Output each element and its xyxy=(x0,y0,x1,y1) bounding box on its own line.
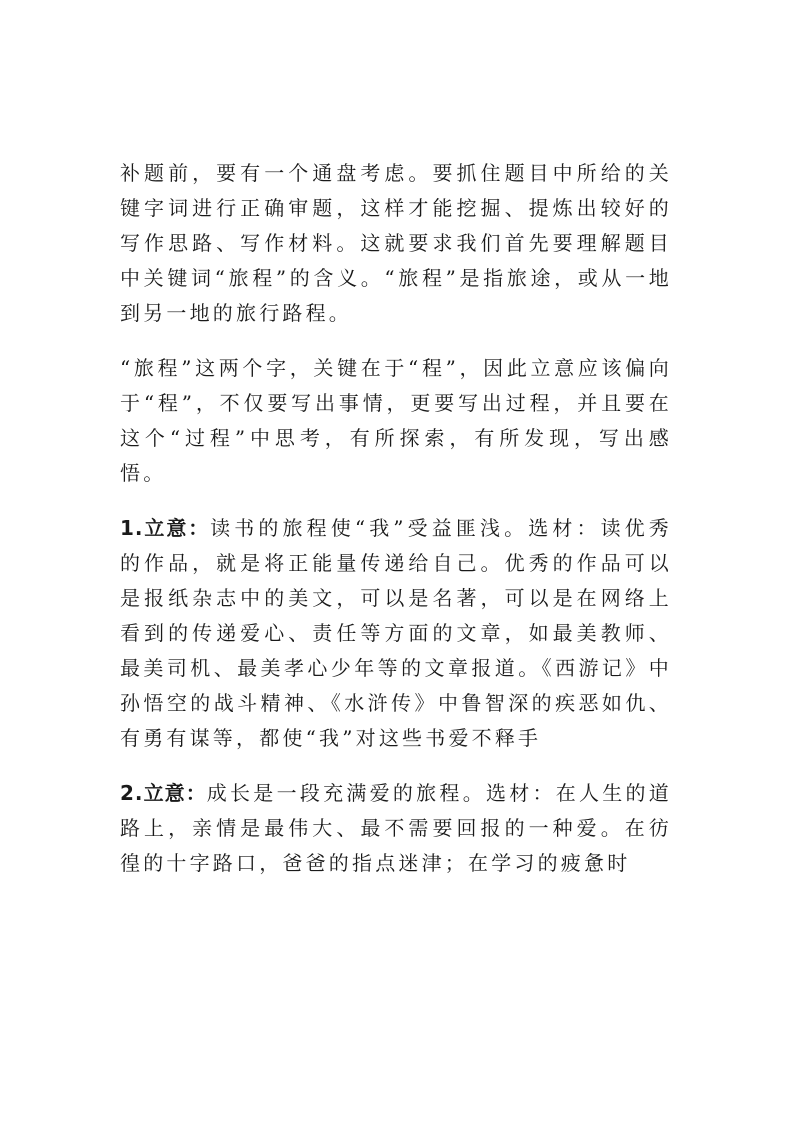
paragraph-analysis xyxy=(120,351,672,491)
paragraph-text: 成长是一段充满爱的旅程。选材：在人生的道路上，亲情是最伟大、最不需要回报的一种爱。在彷徨的十字路口，爸爸的指点迷津；在学习的疲惫时 xyxy=(120,781,673,875)
paragraph-text: 补题前，要有一个通盘考虑。要抓住题目中所给的关键字词进行正确审题，这样才能挖掘、提炼出较好的写作思路、写作材料。这就要求我们首先要理解题目中关键词“旅程”的含义。“旅程”是指旅途，或从一地到另一地的旅行路程。 xyxy=(120,161,672,325)
body-text xyxy=(120,156,672,881)
idea-label: 1.立意： xyxy=(120,516,211,540)
paragraph-text: “旅程”这两个字，关键在于“程”，因此立意应该偏向于“程”，不仅要写出事情，更要写出过程，并且要在这个“过程”中思考，有所探索，有所发现，写出感悟。 xyxy=(120,356,672,485)
idea-label: 2.立意： xyxy=(120,781,207,805)
paragraph-intro xyxy=(120,156,672,331)
paragraph-idea-1 xyxy=(120,511,672,756)
paragraph-idea-2 xyxy=(120,776,672,881)
paragraph-text: 读书的旅程使“我”受益匪浅。选材：读优秀的作品，就是将正能量传递给自己。优秀的作品可以是报纸杂志中的美文，可以是名著，可以是在网络上看到的传递爱心、责任等方面的文章，如最美教师、最美司机、最美孝心少年等的文章报道。《西游记》中孙悟空的战斗精神、《水浒传》中鲁智深的疾恶如仇、有勇有谋等，都使“我”对这些书爱不释手 xyxy=(120,516,672,750)
